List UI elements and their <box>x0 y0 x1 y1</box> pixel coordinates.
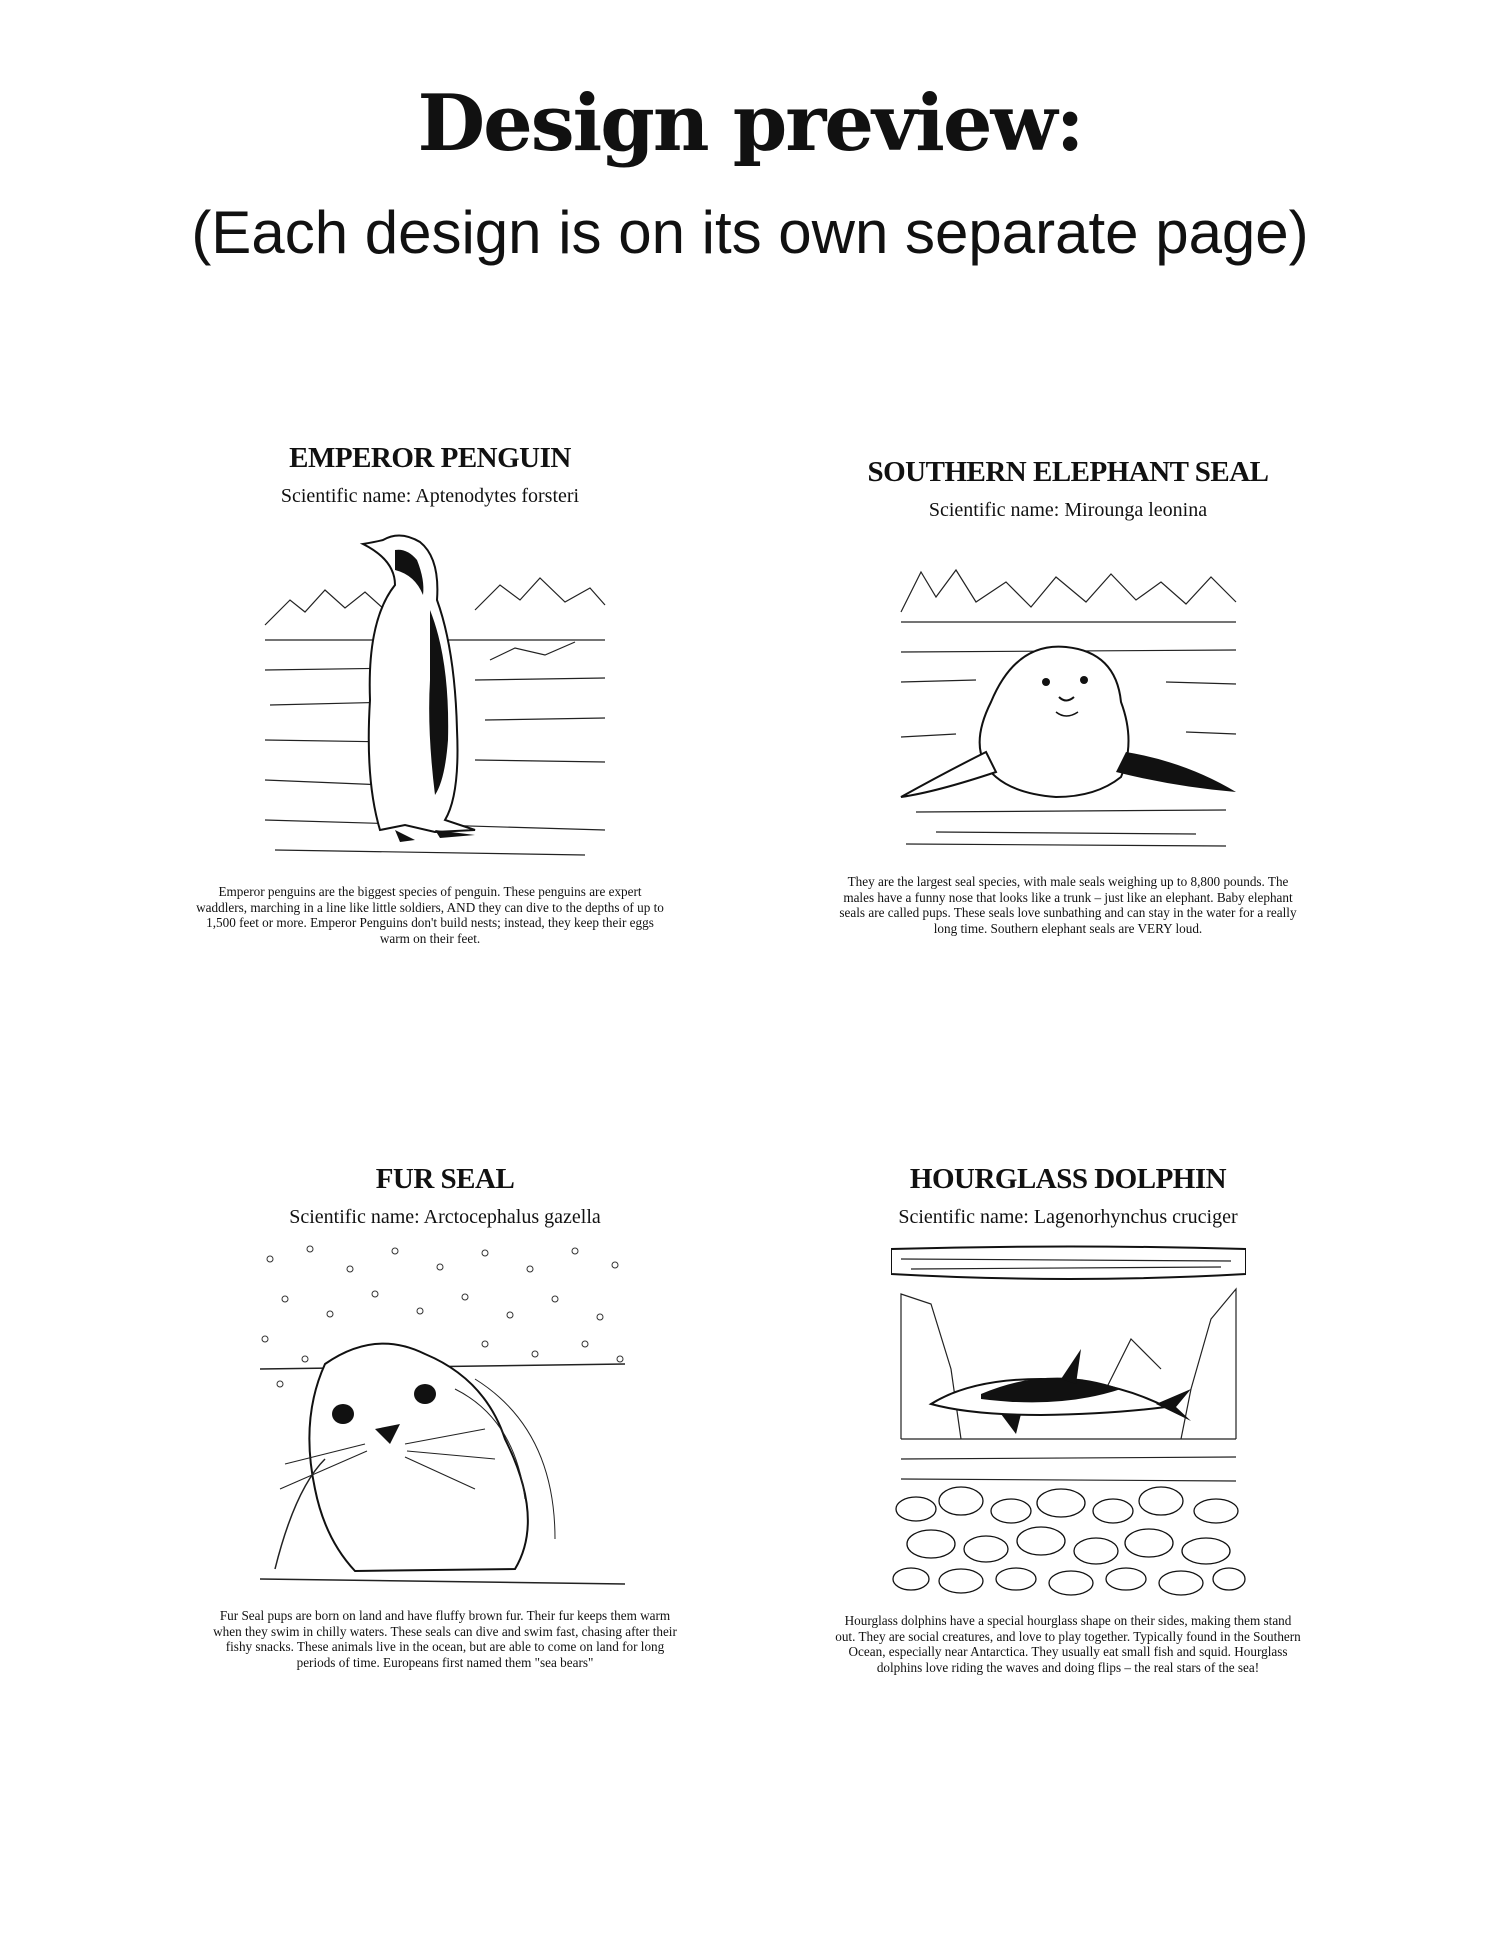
card-title: SOUTHERN ELEPHANT SEAL <box>867 456 1269 488</box>
scientific-name: Scientific name: Aptenodytes forsteri <box>280 485 580 507</box>
card-title: EMPEROR PENGUIN <box>289 442 571 474</box>
card-emperor-penguin <box>170 442 690 946</box>
page-subtitle: (Each design is on its own separate page) <box>191 199 1309 266</box>
card-description: Hourglass dolphins have a special hourglass shape on their sides, making them stand out. They are social creatures, and love to play together. Typically found in the Southern Ocean, especially near Antarctica. They usually eat small fish and squid. Hourglass dolphins love riding the waves and doing flips – the real stars of the sea! <box>835 1613 1301 1675</box>
card-title: FUR SEAL <box>375 1163 515 1195</box>
card-description: Fur Seal pups are born on land and have fluffy brown fur. Their fur keeps them warm when they swim in chilly waters. These seals can dive and swim fast, chasing after their fishy snacks. These animals live in the ocean, but are able to come on land for long periods of time. Europeans first named them "sea bears" <box>213 1608 677 1670</box>
card-title: HOURGLASS DOLPHIN <box>909 1163 1227 1195</box>
scientific-name: Scientific name: Mirounga leonina <box>928 499 1208 521</box>
scientific-name: Scientific name: Arctocephalus gazella <box>289 1206 601 1228</box>
emperor-penguin-illustration <box>245 530 615 870</box>
page-title: Design preview: <box>417 78 1083 169</box>
card-description: They are the largest seal species, with male seals weighing up to 8,800 pounds. The males have a funny nose that looks like a trunk – just like an elephant. Baby elephant seals are called pups. These seals love sunbathing and can stay in the water for a really long time. Southern elephant seals are VERY loud. <box>839 874 1297 936</box>
card-description: Emperor penguins are the biggest species of penguin. These penguins are expert waddlers, marching in a line like little soldiers, AND they can dive to the depths of up to 1,500 feet or more. Emperor Penguins don't build nests; instead, they keep their eggs warm on their feet. <box>196 884 664 946</box>
card-fur-seal <box>185 1163 705 1670</box>
card-southern-elephant-seal <box>808 456 1328 936</box>
elephant-seal-illustration <box>896 562 1241 852</box>
scientific-name: Scientific name: Lagenorhynchus cruciger <box>898 1206 1238 1228</box>
hourglass-dolphin-illustration <box>891 1239 1246 1599</box>
card-hourglass-dolphin <box>808 1163 1328 1675</box>
fur-seal-illustration <box>255 1239 635 1594</box>
